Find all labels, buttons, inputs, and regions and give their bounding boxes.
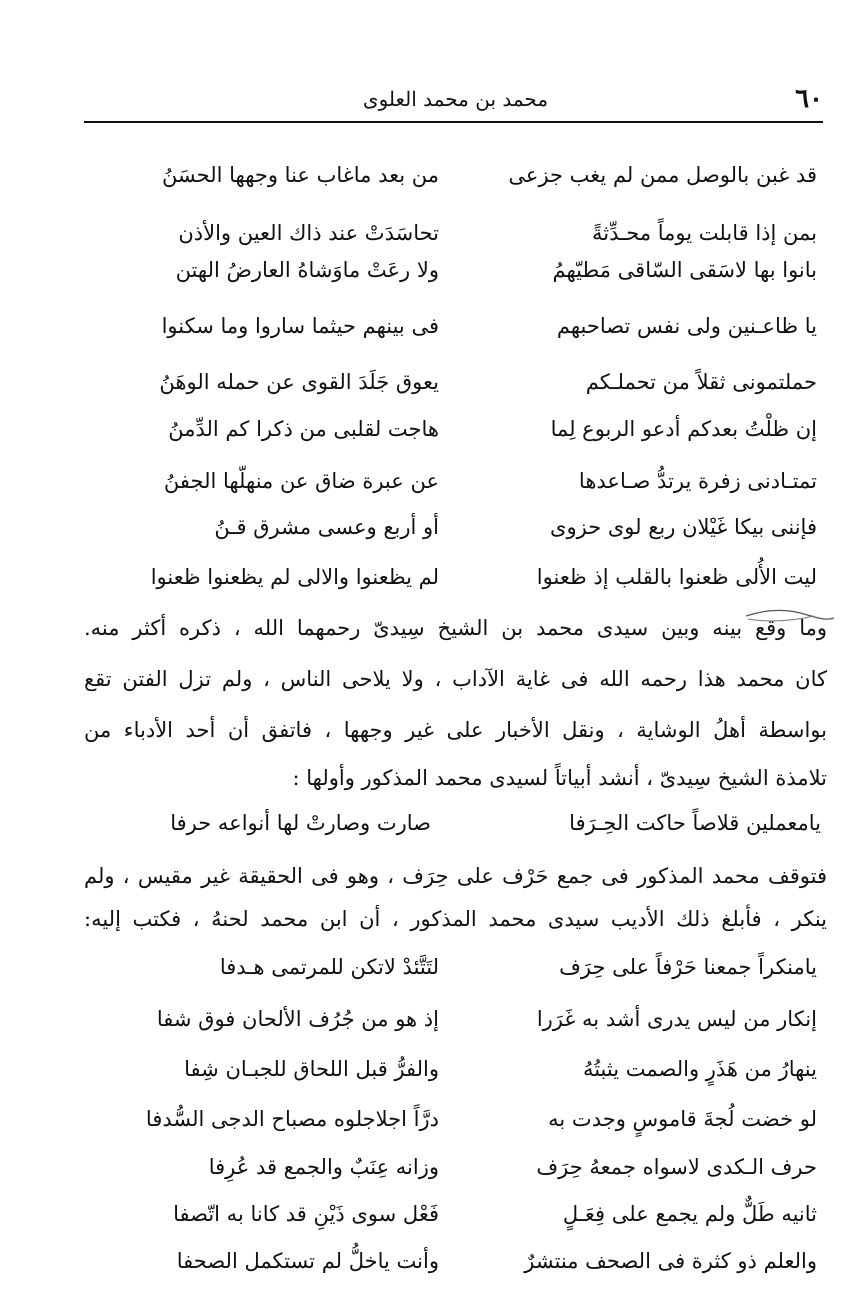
verse-first-hemistich: والعلم ذو كثرة فى الصحف منتشرٌ (524, 1249, 817, 1273)
verse-line (84, 1232, 823, 1290)
prose-line: فتوقف محمد المذكور فى جمع حَرْف على حِرَف ، وهو فى الحقيقة غير مقيس ، ولم (84, 864, 827, 888)
verse-second-hemistich: لم يظعنوا والالى لم يظعنوا ظعنوا (150, 565, 439, 589)
verse-second-hemistich: عن عبرة ضاق عن منهلّها الجفنُ (163, 469, 439, 493)
verse-second-hemistich: والفرُّ قبل اللحاق للجبـان شِفا (184, 1057, 439, 1081)
verse-second-hemistich: إذ هو من جُرُف الألحان فوق شفا (156, 1007, 439, 1031)
verse-second-hemistich: فَعْل سوى ذَيْنِ قد كانا به اتّصفا (173, 1202, 439, 1226)
verse-first-hemistich: إنكار من ليس يدرى أشد به غَرَرا (536, 1007, 817, 1031)
verse-first-hemistich: يامنكراً جمعنا حَرْفاً على حِرَف (559, 955, 817, 979)
verse-line (84, 146, 823, 204)
verse-first-hemistich: بمن إذا قابلت يوماً محـدِّثةً (592, 221, 817, 245)
verse-first-hemistich: بانوا بها لاسَقى السّاقى مَطيّهمُ (552, 258, 817, 282)
verse-second-hemistich: صارت وصارتْ لها أنواعه حرفا (170, 811, 431, 835)
verse-second-hemistich: يعوق جَلَدَ القوى عن حمله الوهَنُ (159, 370, 439, 394)
verse-first-hemistich: لو خضت لُجةَ قاموسٍ وجدت به (548, 1107, 817, 1131)
prose-line: ينكر ، فأبلغ ذلك الأديب سيدى محمد المذكور ، أن ابن محمد لحنهُ ، فكتب إليه: (84, 907, 827, 931)
prose-line: وما وقع بينه وبين سيدى محمد بن الشيخ سِيدىّ رحمهما الله ، ذكره أكثر منه. (84, 616, 827, 640)
verse-second-hemistich: درَّاً اجلاجلوه مصباح الدجى السُّدفا (145, 1107, 439, 1131)
running-title: محمد بن محمد العلوى (362, 87, 549, 111)
verse-first-hemistich: يا ظاعـنين ولى نفس تصاحبهم (556, 314, 817, 338)
prose-line: بواسطة أهلُ الوشاية ، ونقل الأخبار على غير وجهها ، فاتفق أن أحد الأدباء من (84, 718, 827, 742)
prose-line: كان محمد هذا رحمه الله فى غاية الآداب ، ولا يلاحى الناس ، ولم تزل الفتن تقع (84, 667, 827, 691)
prose-line: تلامذة الشيخ سِيدىّ ، أنشد أبياتاً لسيدى محمد المذكور وأولها : (292, 766, 827, 790)
verse-second-hemistich: أو أربع وعسى مشرق قـنُ (214, 515, 439, 539)
verse-second-hemistich: فى بينهم حيثما ساروا وما سكنوا (161, 314, 439, 338)
verse-line (84, 400, 823, 458)
verse-first-hemistich: إن ظلْتُ بعدكم أدعو الربوع لِما (550, 417, 817, 441)
verse-line (84, 938, 823, 996)
verse-first-hemistich: حملتمونى ثقلاً من تحملـكم (585, 370, 817, 394)
verse-second-hemistich: لتَتَّئدْ لاتكن للمرتمى هـدفا (219, 955, 439, 979)
verse-line (84, 241, 823, 299)
verse-first-hemistich: ينهارُ من هَذَرٍ والصمت يثبتُهُ (582, 1057, 817, 1081)
verse-first-hemistich: ليت الأُلى ظعنوا بالقلب إذ ظعنوا (536, 565, 817, 589)
verse-first-hemistich: ثانيه طَلٌّ ولم يجمع على فِعَـلٍ (562, 1202, 817, 1226)
header-rule (84, 121, 823, 123)
verse-second-hemistich: وأنت ياخلُّ لم تستكمل الصحفا (176, 1249, 439, 1273)
verse-second-hemistich: وزانه عِنَبٌ والجمع قد عُرِفا (208, 1155, 439, 1179)
verse-first-hemistich: حرف الـكدى لاسواه جمعهُ حِرَف (536, 1155, 817, 1179)
verse-first-hemistich: فإننى بيكا غَيْلان ربع لوى حزوى (550, 515, 817, 539)
verse-line (84, 297, 823, 355)
verse-line (84, 548, 823, 606)
verse-first-hemistich: يامعملين قلاصاً حاكت الحِـرَفا (569, 811, 821, 835)
verse-first-hemistich: قد غبن بالوصل ممن لم يغب جزعى (508, 163, 817, 187)
verse-first-hemistich: تمتـادنى زفرة يرتدُّ صـاعدها (578, 469, 817, 493)
page-header (88, 82, 823, 116)
verse-second-hemistich: من بعد ماغاب عنا وجهها الحسَنُ (161, 163, 439, 187)
verse-second-hemistich: تحاسَدَتْ عند ذاك العين والأذن (178, 221, 439, 245)
verse-second-hemistich: هاجت لقلبى من ذكرا كم الدِّمنُ (168, 417, 439, 441)
quoted-verse (84, 795, 823, 851)
page-number: ٦٠ (795, 84, 823, 114)
verse-second-hemistich: ولا رعَتْ ماوَشاهُ العارضُ الهتن (175, 258, 439, 282)
